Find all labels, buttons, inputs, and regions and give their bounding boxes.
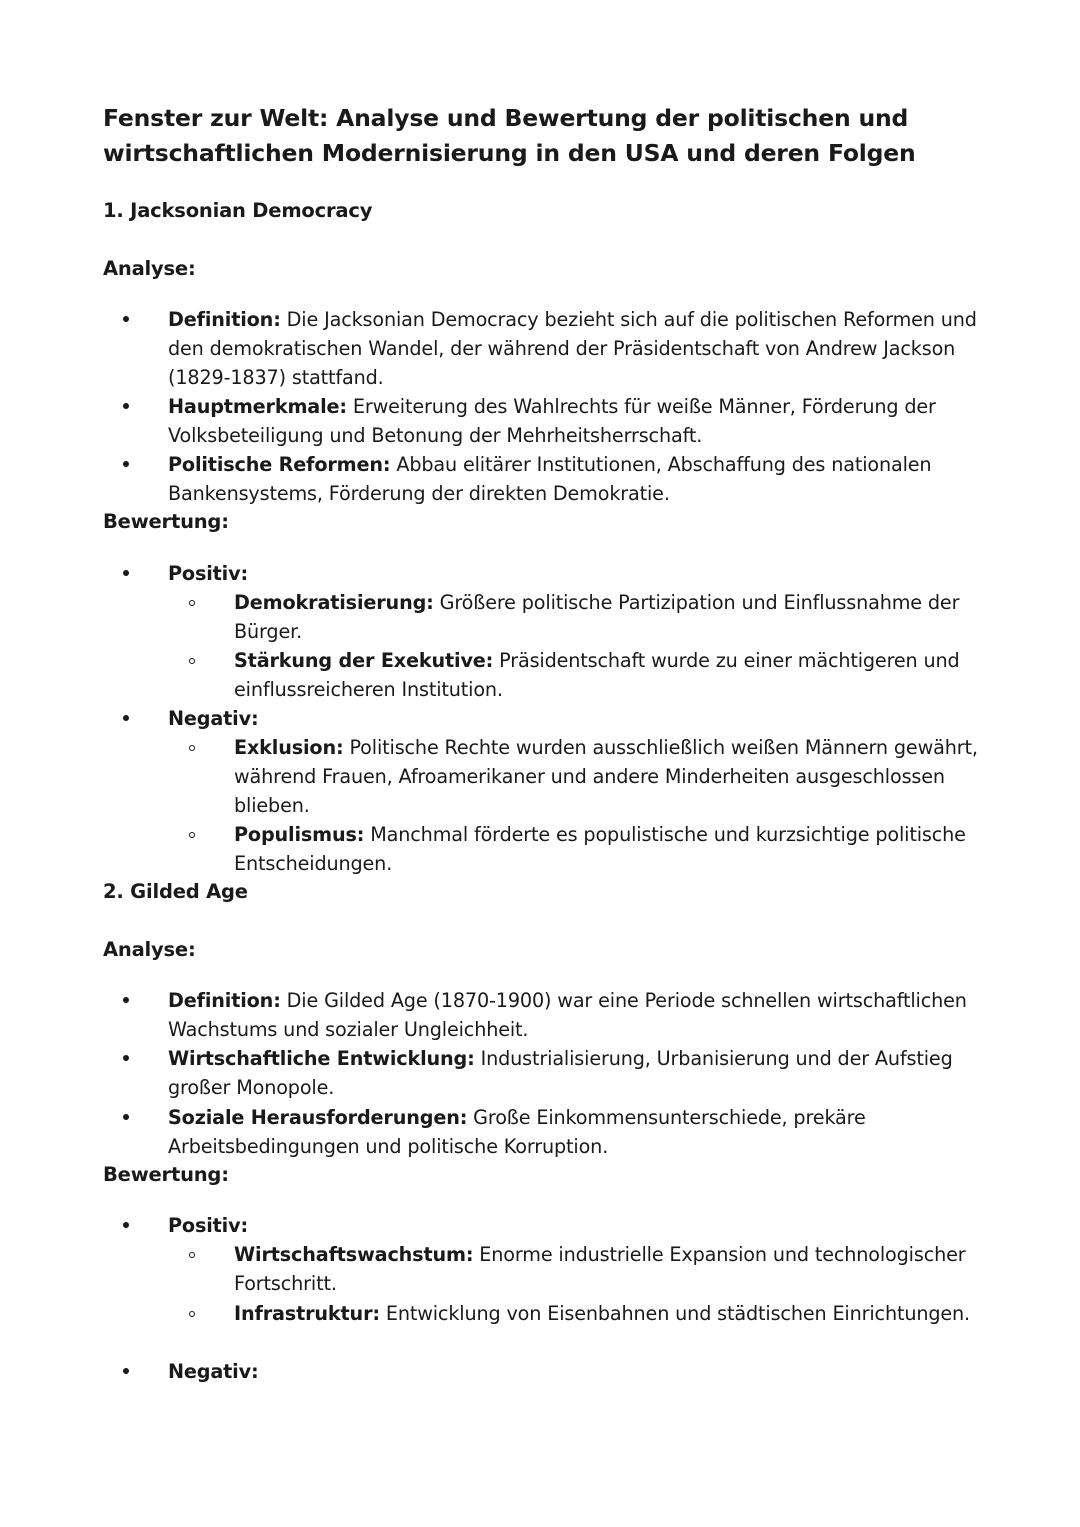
section-heading: 1. Jacksonian Democracy [103,199,373,222]
sub-list-item [234,1299,994,1328]
sub-list-item [234,646,994,704]
sub-list-item [234,1240,994,1298]
bullet-icon [123,316,129,322]
analyse-label: Analyse: [103,938,196,961]
item-term: Definition: [168,989,281,1012]
bullet-icon [123,1055,129,1061]
item-term: Wirtschaftliche Entwicklung: [168,1047,475,1070]
bullet-icon [123,715,129,721]
section-heading: 2. Gilded Age [103,880,248,903]
circle-bullet-icon [189,658,195,664]
list-item [168,1211,988,1240]
item-term: Hauptmerkmale: [168,395,347,418]
positiv-label: Positiv: [168,562,248,585]
item-text: Manchmal förderte es populistische und kurzsichtige politische Entscheidungen. [234,823,966,875]
item-text: Enorme industrielle Expansion und technologischer Fortschritt. [234,1243,966,1295]
list-item [168,1357,988,1386]
list-item [168,704,988,733]
negativ-label: Negativ: [168,707,259,730]
list-item [168,305,988,392]
item-text: Die Jacksonian Democracy bezieht sich auf die politischen Reformen und den demokratischen Wandel, der während der Präsidentschaft von Andrew Jackson (1829-1837) stattfand. [168,308,977,389]
list-item [168,986,988,1044]
item-text: Abbau elitärer Institutionen, Abschaffung des nationalen Bankensystems, Förderung der direkten Demokratie. [168,453,932,505]
item-text: Die Gilded Age (1870-1900) war eine Periode schnellen wirtschaftlichen Wachstums und sozialer Ungleichheit. [168,989,967,1041]
item-term: Definition: [168,308,281,331]
circle-bullet-icon [189,832,195,838]
item-term: Exklusion: [234,736,344,759]
item-term: Infrastruktur: [234,1302,380,1325]
item-text: Entwicklung von Eisenbahnen und städtischen Einrichtungen. [379,1302,970,1325]
list-item [168,559,988,588]
page-title: Fenster zur Welt: Analyse und Bewertung der politischen und wirtschaftlichen Modernisierung in den USA und deren Folgen [103,104,916,167]
positiv-label: Positiv: [168,1214,248,1237]
analyse-label: Analyse: [103,257,196,280]
item-term: Soziale Herausforderungen: [168,1106,468,1129]
circle-bullet-icon [189,1311,195,1317]
circle-bullet-icon [189,600,195,606]
circle-bullet-icon [189,1252,195,1258]
item-text: Große Einkommensunterschiede, prekäre Arbeitsbedingungen und politische Korruption. [168,1106,866,1158]
item-text: Industrialisierung, Urbanisierung und der Aufstieg großer Monopole. [168,1047,953,1099]
sub-list-item [234,820,994,878]
item-text: Größere politische Partizipation und Einflussnahme der Bürger. [234,591,960,643]
item-term: Politische Reformen: [168,453,391,476]
circle-bullet-icon [189,745,195,751]
item-term: Stärkung der Exekutive: [234,649,494,672]
bullet-icon [123,461,129,467]
list-item [168,392,988,450]
sub-list-item [234,588,994,646]
bewertung-label: Bewertung: [103,1163,229,1186]
sub-list-item [234,733,994,820]
bullet-icon [123,1222,129,1228]
list-item [168,1044,988,1102]
negativ-label: Negativ: [168,1360,259,1383]
list-item [168,450,988,508]
bullet-icon [123,997,129,1003]
bullet-icon [123,570,129,576]
list-item [168,1103,988,1161]
item-text: Erweiterung des Wahlrechts für weiße Männer, Förderung der Volksbeteiligung und Betonung der Mehrheitsherrschaft. [168,395,936,447]
bullet-icon [123,1368,129,1374]
bullet-icon [123,1114,129,1120]
item-text: Präsidentschaft wurde zu einer mächtigeren und einflussreicheren Institution. [234,649,960,701]
item-text: Politische Rechte wurden ausschließlich weißen Männern gewährt, während Frauen, Afroamerikaner und andere Minderheiten ausgeschlossen blieben. [234,736,978,817]
item-term: Wirtschaftswachstum: [234,1243,474,1266]
item-term: Populismus: [234,823,365,846]
bullet-icon [123,403,129,409]
bewertung-label: Bewertung: [103,510,229,533]
item-term: Demokratisierung: [234,591,434,614]
